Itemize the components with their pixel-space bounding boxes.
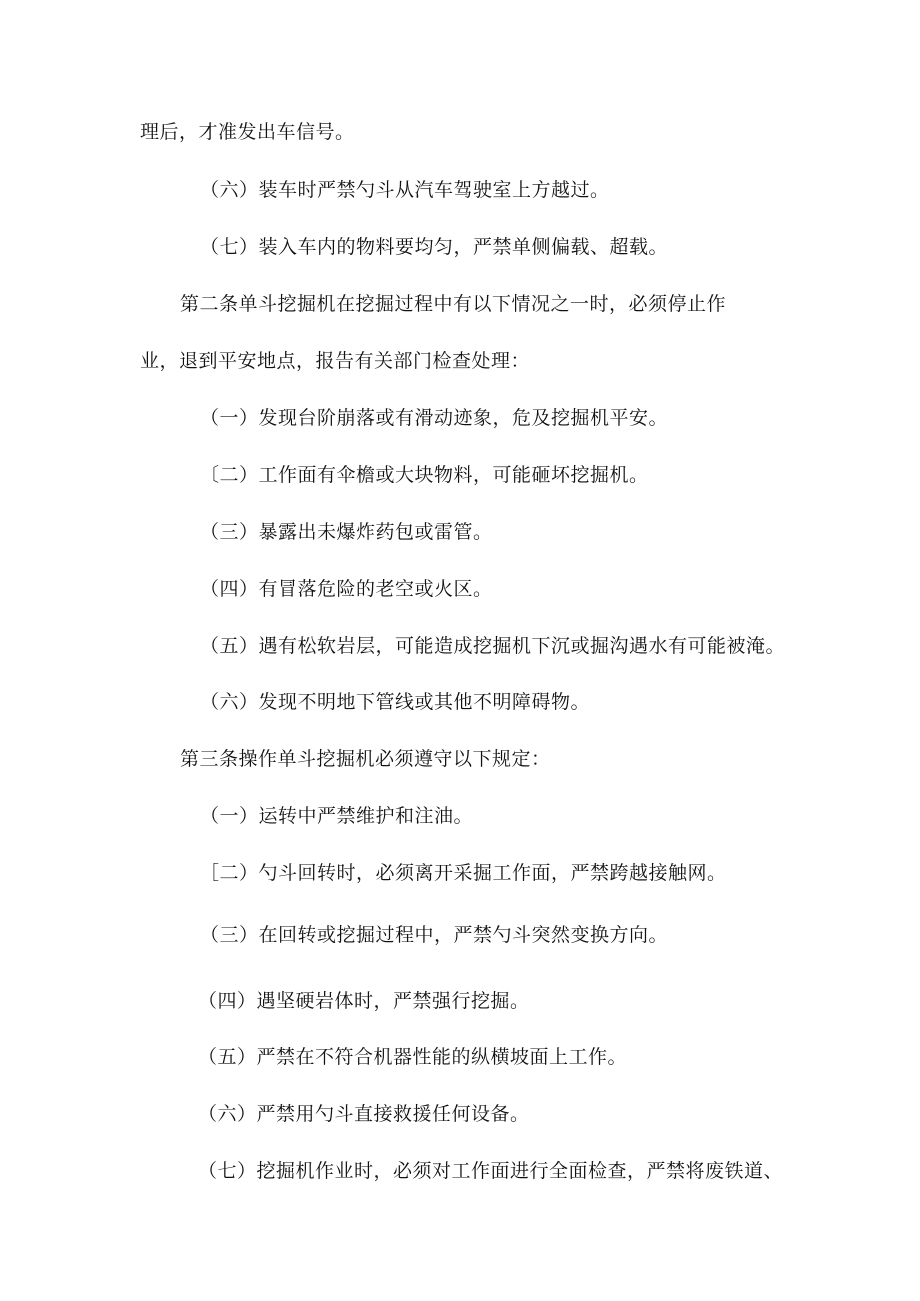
text-line-a3-item-1: （一）运转中严禁维护和注油。 [200, 805, 474, 827]
text-line-a2-item-6: （六）发现不明地下管线或其他不明障碍物。 [200, 691, 591, 713]
text-line-a3-item-4: （四）遇坚硬岩体时，严禁强行挖掘。 [198, 990, 530, 1012]
text-line-a3-item-6: （六）严禁用勺斗直接救援任何设备。 [198, 1103, 530, 1125]
text-line-a2-item-5: （五）遇有松软岩层，可能造成挖掘机下沉或掘沟遇水有可能被淹。 [200, 635, 786, 657]
text-line-article-3: 第三条操作单斗挖掘机必须遵守以下规定： [180, 748, 551, 770]
text-line-a2-item-2: 〔二）工作面有伞檐或大块物料，可能砸坏挖掘机。 [200, 464, 649, 486]
text-line-item-7: （七）装入车内的物料要均匀，严禁单侧偏载、超载。 [200, 236, 669, 258]
text-line-a3-item-5: （五）严禁在不符合机器性能的纵横坡面上工作。 [198, 1046, 628, 1068]
text-line-a3-item-7: （七）挖掘机作业时，必须对工作面进行全面检查，严禁将废铁道、 [198, 1160, 784, 1182]
text-line-article-2: 第二条单斗挖掘机在挖掘过程中有以下情况之一时，必须停止作 [180, 293, 727, 315]
text-line-item-6: （六）装车时严禁勺斗从汽车驾驶室上方越过。 [200, 179, 610, 201]
text-line-a3-item-3: （三）在回转或挖掘过程中，严禁勺斗突然变换方向。 [200, 924, 669, 946]
text-line-article-2-cont: 业，退到平安地点，报告有关部门检查处理： [140, 350, 531, 372]
text-line-a2-item-4: （四）有冒落危险的老空或火区。 [200, 578, 493, 600]
text-line-a2-item-3: （三）暴露出未爆炸药包或雷管。 [200, 521, 493, 543]
text-line-a3-item-2: ［二）勺斗回转时，必须离开采掘工作面，严禁跨越接触网。 [200, 862, 727, 884]
text-line-a2-item-1: （一）发现台阶崩落或有滑动迹象，危及挖掘机平安。 [200, 407, 669, 429]
text-line-continuation: 理后，才准发出车信号。 [140, 121, 355, 143]
